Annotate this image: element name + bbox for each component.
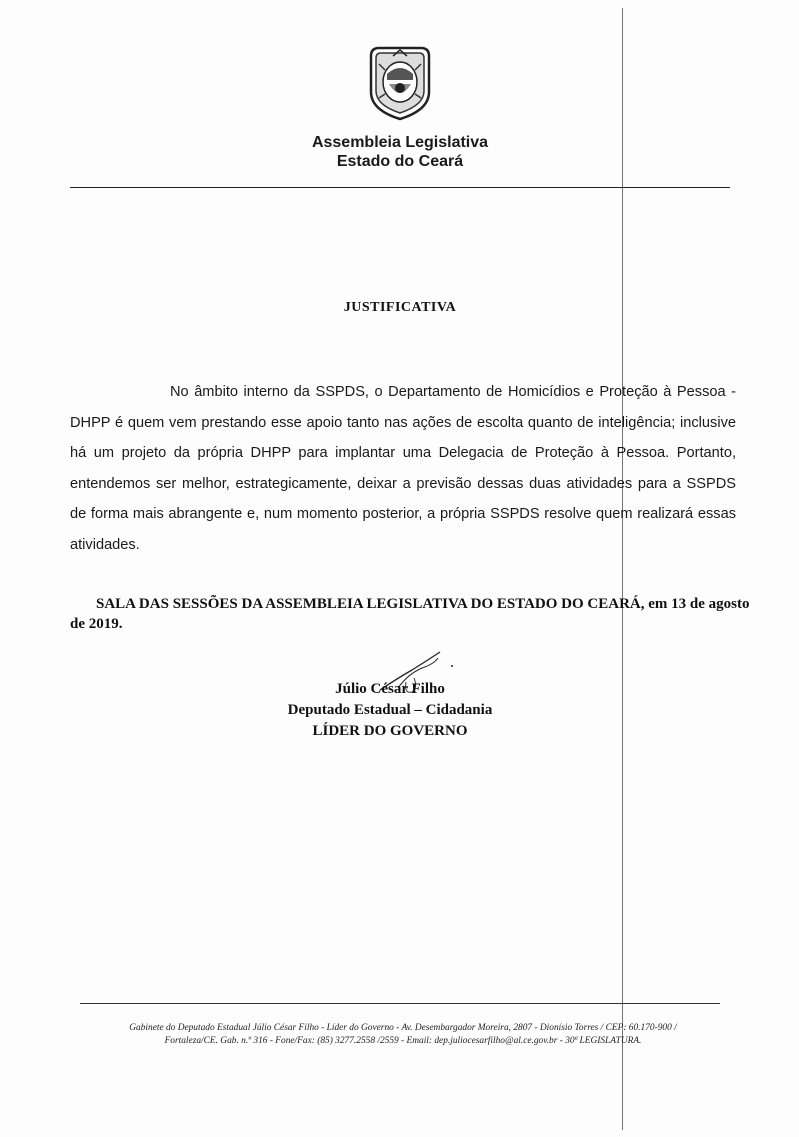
document-title: JUSTIFICATIVA bbox=[343, 300, 457, 315]
session-closing: SALA DAS SESSÕES DA ASSEMBLEIA LEGISLATIVA DO ESTADO DO CEARÁ, em 13 de agosto de 2019. bbox=[70, 596, 750, 632]
justification-paragraph: No âmbito interno da SSPDS, o Departamento de Homicídios e Proteção à Pessoa - DHPP é quem vem prestando esse apoio tanto nas ações de escolta quanto de inteligência; inclusive há um projeto da própria DHPP para implantar uma Delegacia de Proteção à Pessoa. Portanto, entendemos ser melhor, estrategicamente, deixar a previsão dessas duas atividades para a SSPDS de forma mais abrangente e, num momento posterior, a própria SSPDS resolve quem realizará essas atividades. bbox=[70, 384, 736, 553]
footer-line-1: Gabinete do Deputado Estadual Júlio César Filho - Líder do Governo - Av. Desembargador Moreira, 2807 - Dionísio Torres / CEP: 60.170-900 / bbox=[129, 1023, 677, 1033]
state-coat-of-arms-icon bbox=[365, 44, 435, 122]
signatory-position: LÍDER DO GOVERNO bbox=[312, 723, 468, 739]
state-name: Estado do Ceará bbox=[336, 153, 464, 170]
signature-block bbox=[240, 679, 540, 742]
footer-line-2: Fortaleza/CE. Gab. n.º 316 - Fone/Fax: (85) 3277.2558 /2559 - Email: dep.juliocesarfilho@al.ce.gov.br - 30ª LEGISLATURA. bbox=[164, 1036, 642, 1046]
scan-fold-line bbox=[622, 8, 623, 1130]
header-divider bbox=[70, 187, 730, 188]
institution-name: Assembleia Legislativa bbox=[311, 134, 489, 151]
footer-address bbox=[78, 1022, 728, 1048]
footer-divider bbox=[80, 1003, 720, 1004]
signatory-role: Deputado Estadual – Cidadania bbox=[287, 702, 493, 718]
signatory-name: Júlio César Filho bbox=[335, 681, 445, 697]
